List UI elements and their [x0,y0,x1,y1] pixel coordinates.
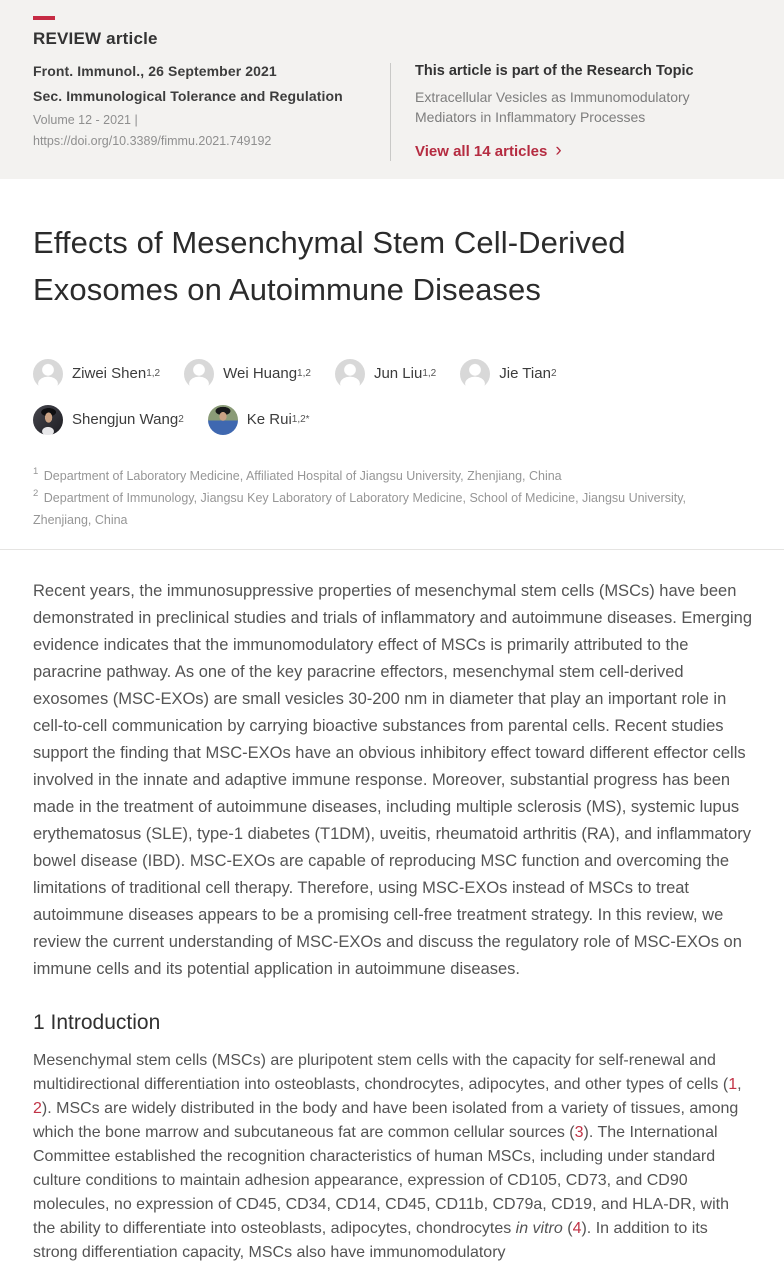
research-topic-title: Extracellular Vesicles as Immunomodulatory Mediators in Inflammatory Processes [415,89,690,126]
header-citation-info [33,63,390,161]
research-topic-intro: This article is part of the Research Topic [415,63,694,79]
doi-link[interactable]: https://doi.org/10.3389/fimmu.2021.749192 [33,134,272,148]
author-name: Jun Liu [373,365,423,383]
affiliation-superscript: 1 [33,466,39,478]
citation-link[interactable]: 3 [574,1123,584,1141]
view-all-articles-label: View all 14 articles [415,142,548,160]
abstract-paragraph: Recent years, the immunosuppressive properties of mesenchymal stem cells (MSCs) have been demonstrated in preclinical studies and trials of inflammatory and autoimmune diseases. Emerging evidence indicates that the immunomodulatory effect of MSCs is primarily attributed to the paracrine pathway. As one of the key paracrine effectors, mesenchymal stem cell-derived exosomes (MSC-EXOs) are small vesicles 30-200 nm in diameter that play an important role in cell-to-cell communication by carrying bioactive substances from parental cells. Recent studies support the finding that MSC-EXOs have an obvious inhibitory effect toward different effector cells involved in the innate and adaptive immune response. Moreover, substantial progress has been made in the treatment of autoimmune diseases, including multiple sclerosis (MS), systemic lupus erythematosus (SLE), type-1 diabetes (T1DM), uveitis, rheumatoid arthritis (RA), and inflammatory bowel disease (IBD). MSC-EXOs are capable of reproducing MSC function and overcoming the limitations of traditional cell therapy. Therefore, using MSC-EXOs instead of MSCs to treat autoimmune diseases appears to be a promising cell-free treatment strategy. In this review, we review the current understanding of MSC-EXOs and discuss the regulatory role of MSC-EXOs on immune cells and its potential application in autoimmune diseases. [33,581,753,978]
affiliation-superscript: 2 [33,488,39,500]
journal-section-line: Sec. Immunological Tolerance and Regulation [33,88,343,104]
paragraph-text: ( [562,1219,573,1237]
chevron-right-icon: › [555,139,562,161]
affiliation-line [33,465,744,487]
author-name: Ziwei Shen [72,365,147,383]
research-topic-box [390,63,754,161]
citation-link[interactable]: 4 [572,1219,582,1237]
author-item[interactable]: Jun Liu 1,2 [335,359,436,389]
authors-list [33,359,633,435]
author-item[interactable]: Ziwei Shen 1,2 [33,359,160,389]
author-item[interactable]: Ke Rui 1,2* [208,405,310,435]
author-avatar [460,359,490,389]
author-name: Jie Tian [499,365,551,383]
paragraph-text: ). MSCs are widely distributed in the body and have been isolated from a variety of tissues, among which the bone marrow and subcutaneous fat are common cellular sources ( [33,1099,739,1141]
author-item[interactable]: Wei Huang 1,2 [184,359,311,389]
citation-link[interactable]: 1 [728,1075,738,1093]
affiliation-line [33,487,744,531]
journal-date-line: Front. Immunol., 26 September 2021 [33,63,277,79]
paragraph-text: , [737,1075,742,1093]
author-avatar [33,359,63,389]
paragraph-text: Mesenchymal stem cells (MSCs) are pluripotent stem cells with the capacity for self-renewal and multidirectional differentiation into osteoblasts, chondrocytes, adipocytes, and other types of cells ( [33,1051,729,1093]
view-all-articles-link[interactable] [415,139,562,161]
introduction-heading: 1 Introduction [33,1010,161,1034]
author-name: Ke Rui [246,411,292,429]
article-body [0,219,784,1265]
paragraph-text: ). The International Committee established the recognition characteristics of human MSCs, including under standard culture conditions to maintain adhesion appearance, expression of CD105, CD73, and CD90 molecules, no expression of CD45, CD34, CD14, CD45, CD11b, CD79a, CD19, and HLA-DR, with the ability to differentiate into osteoblasts, adipocytes, chondrocytes [33,1123,730,1237]
author-avatar [208,405,238,435]
section-divider [0,549,784,550]
affiliation-text: Department of Immunology, Jiangsu Key Laboratory of Laboratory Medicine, School of Medicine, Jiangsu University, Zhenjiang, China [33,490,686,527]
author-item[interactable]: Shengjun Wang 2 [33,405,184,435]
author-name: Shengjun Wang [72,411,179,429]
article-type-label: REVIEW article [33,29,158,48]
affiliation-text: Department of Laboratory Medicine, Affiliated Hospital of Jiangsu University, Zhenjiang, China [40,468,562,483]
author-avatar [335,359,365,389]
article-header [0,0,784,179]
paragraph-text: ). In addition to its strong differentiation capacity, MSCs also have immunomodulatory [33,1219,708,1261]
volume-line: Volume 12 - 2021 | [33,113,138,127]
affiliations-list [33,465,754,531]
citation-link[interactable]: 2 [33,1099,42,1117]
header-columns [33,63,754,161]
brand-dash-icon [33,16,55,20]
intro-paragraph [33,1049,754,1265]
author-name: Wei Huang [223,365,298,383]
author-avatar [184,359,214,389]
author-avatar [33,405,63,435]
italic-text: in vitro [515,1219,563,1237]
author-item[interactable]: Jie Tian 2 [460,359,556,389]
article-title: Effects of Mesenchymal Stem Cell-Derived Exosomes on Autoimmune Diseases [33,224,626,307]
